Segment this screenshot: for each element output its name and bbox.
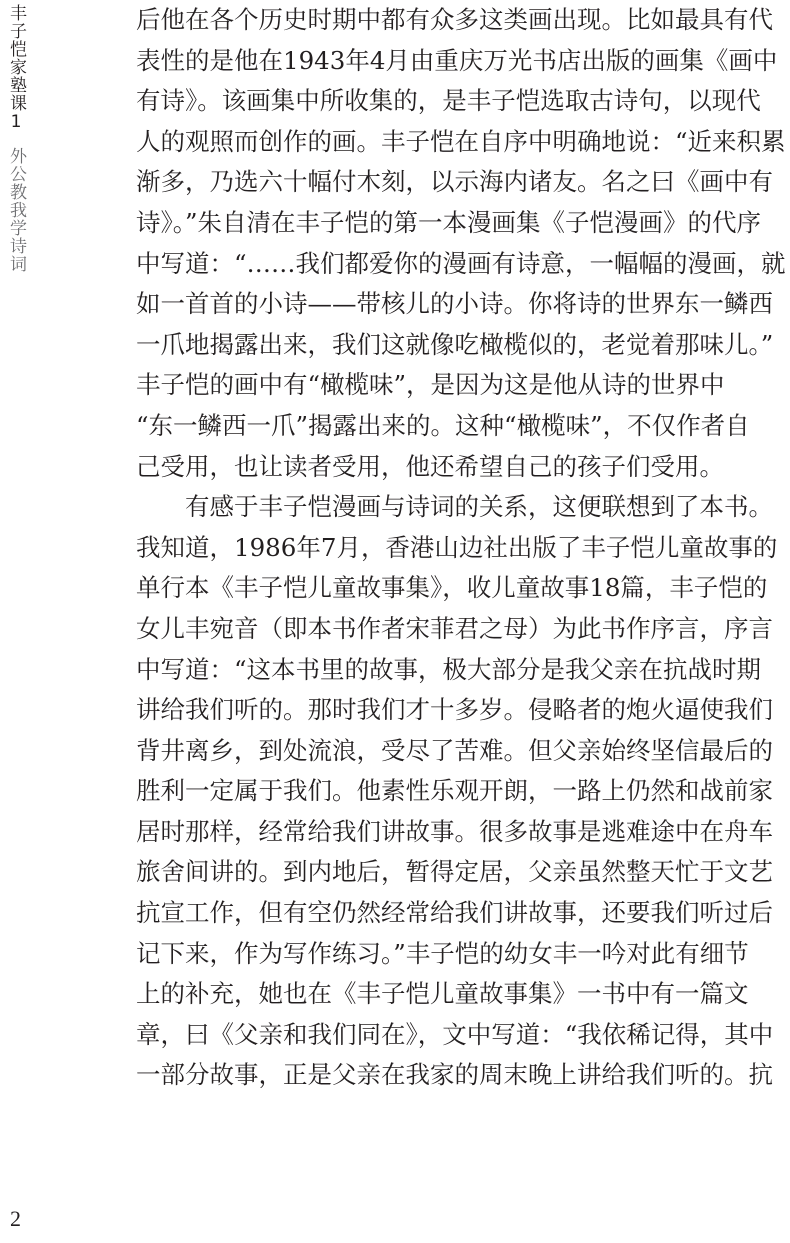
text-line: 抗宣工作，但有空仍然经常给我们讲故事，还要我们听过后 xyxy=(136,898,773,928)
text-line: 单行本《丰子恺儿童故事集》，收儿童故事18篇，丰子恺的 xyxy=(136,573,768,603)
text-line: 丰子恺的画中有“橄榄味”，是因为这是他从诗的世界中 xyxy=(136,370,725,400)
text-line: 一爪地揭露出来，我们这就像吃橄榄似的，老觉着那味儿。” xyxy=(136,329,774,359)
text-line: 一部分故事，正是父亲在我家的周末晚上讲给我们听的。抗 xyxy=(136,1060,773,1090)
text-line: 胜利一定属于我们。他素性乐观开朗，一路上仍然和战前家 xyxy=(136,776,773,806)
body-text xyxy=(136,0,786,1096)
text-line: 表性的是他在1943年4月由重庆万光书店出版的画集《画中 xyxy=(136,45,778,75)
page-number: 2 xyxy=(10,1206,21,1231)
text-line: 己受用，也让读者受用，他还希望自己的孩子们受用。 xyxy=(136,451,724,481)
text-line: 女儿丰宛音（即本书作者宋菲君之母）为此书作序言，序言 xyxy=(136,613,773,643)
text-line: 人的观照而创作的画。丰子恺在自序中明确地说：“近来积累 xyxy=(136,126,786,156)
text-line: 后他在各个历史时期中都有众多这类画出现。比如最具有代 xyxy=(136,5,773,34)
text-line: 居时那样，经常给我们讲故事。很多故事是逃难途中在舟车 xyxy=(136,816,773,846)
text-line: 诗》。”朱自清在丰子恺的第一本漫画集《子恺漫画》的代序 xyxy=(136,207,762,237)
book-title: 丰子恺家塾课1 xyxy=(6,4,26,133)
text-line: 旅舍间讲的。到内地后，暂得定居，父亲虽然整天忙于文艺 xyxy=(136,857,773,887)
text-line: “东一鳞西一爪”揭露出来的。这种“橄榄味”，不仅作者自 xyxy=(136,410,750,440)
text-line: 渐多，乃选六十幅付木刻，以示海内诸友。名之曰《画中有 xyxy=(136,167,773,197)
text-line: 如一首首的小诗——带核儿的小诗。你将诗的世界东一鳞西 xyxy=(136,289,773,319)
text-line: 背井离乡，到处流浪，受尽了苦难。但父亲始终坚信最后的 xyxy=(136,735,773,765)
text-line: 记下来，作为写作练习。”丰子恺的幼女丰一吟对此有细节 xyxy=(136,938,749,968)
paragraph-start-line: 有感于丰子恺漫画与诗词的关系，这便联想到了本书。 xyxy=(136,492,773,522)
text-line: 中写道：“这本书里的故事，极大部分是我父亲在抗战时期 xyxy=(136,654,762,684)
text-line: 中写道：“……我们都爱你的漫画有诗意，一幅幅的漫画，就 xyxy=(136,248,786,278)
chapter-title: 外公教我学诗词 xyxy=(6,147,26,273)
text-line: 有诗》。该画集中所收集的，是丰子恺选取古诗句，以现代 xyxy=(136,86,761,116)
text-line: 章，曰《父亲和我们同在》，文中写道：“我依稀记得，其中 xyxy=(136,1019,774,1049)
text-line: 我知道，1986年7月，香港山边社出版了丰子恺儿童故事的 xyxy=(136,532,778,562)
text-line: 讲给我们听的。那时我们才十多岁。侵略者的炮火逼使我们 xyxy=(136,695,773,725)
text-line: 上的补充，她也在《丰子恺儿童故事集》一书中有一篇文 xyxy=(136,979,749,1009)
running-header xyxy=(6,4,26,273)
